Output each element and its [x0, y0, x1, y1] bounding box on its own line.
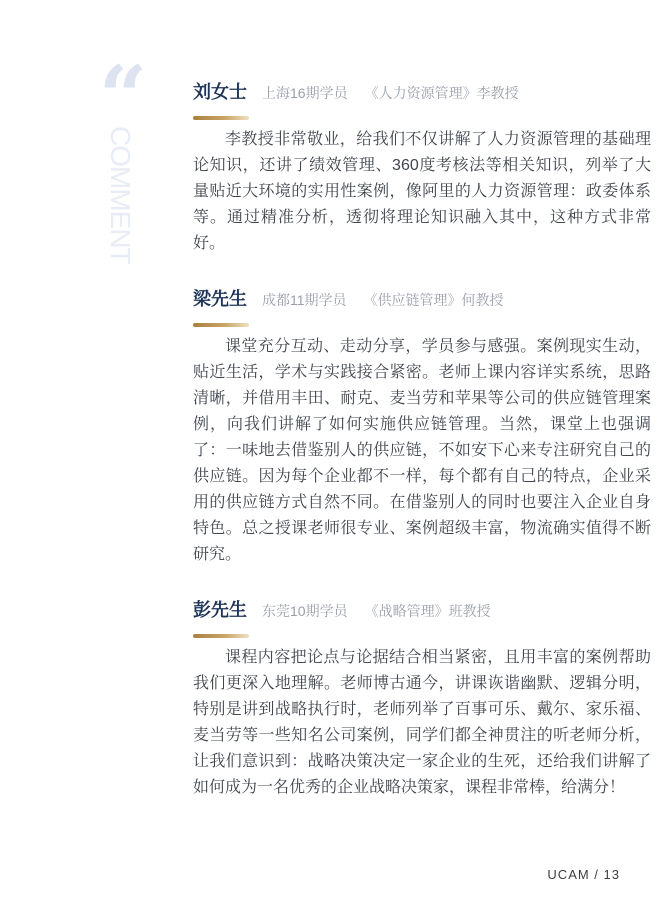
testimonial-liang — [193, 287, 651, 568]
student-cohort: 东莞10期学员 — [262, 603, 348, 619]
testimonials-list — [193, 80, 651, 801]
student-name: 彭先生 — [193, 600, 247, 620]
quote-icon: “ — [98, 47, 142, 146]
course-professor: 《战略管理》班教授 — [364, 603, 491, 619]
student-cohort: 成都11期学员 — [262, 292, 347, 308]
testimonial-header — [193, 287, 651, 312]
testimonial-liu — [193, 80, 651, 257]
testimonial-text: 李教授非常敬业，给我们不仅讲解了人力资源管理的基础理论知识，还讲了绩效管理、360度考核法等相关知识，列举了大量贴近大环境的实用性案例，像阿里的人力资源管理：政委体系等。通过精准分析，透彻将理论知识融入其中，这种方式非常好。 — [193, 131, 651, 252]
course-professor: 《供应链管理》何教授 — [363, 292, 504, 308]
gold-underline — [193, 634, 249, 638]
student-name: 刘女士 — [193, 82, 247, 102]
comment-sidebar — [97, 47, 143, 264]
student-name: 梁先生 — [193, 289, 247, 309]
testimonial-peng — [193, 598, 651, 801]
student-cohort: 上海16期学员 — [262, 85, 348, 101]
comment-watermark-label: COMMENT — [105, 126, 136, 264]
gold-underline — [193, 116, 249, 120]
gold-underline — [193, 323, 249, 327]
page-footer — [547, 867, 620, 882]
testimonial-text: 课堂充分互动、走动分享，学员参与感强。案例现实生动，贴近生活，学术与实践接合紧密。老师上课内容详实系统，思路清晰，并借用丰田、耐克、麦当劳和苹果等公司的供应链管理案例，向我们讲解了如何实施供应链管理。当然，课堂上也强调了：一味地去借鉴别人的供应链，不如安下心来专注研究自己的供应链。因为每个企业都不一样，每个都有自己的特点，企业采用的供应链方式自然不同。在借鉴别人的同时也要注入企业自身特色。总之授课老师很专业、案例超级丰富，物流确实值得不断研究。 — [193, 338, 651, 563]
testimonial-text: 课程内容把论点与论据结合相当紧密，且用丰富的案例帮助我们更深入地理解。老师博古通今，讲课诙谐幽默、逻辑分明，特别是讲到战略执行时，老师列举了百事可乐、戴尔、家乐福、麦当劳等一些知名公司案例，同学们都全神贯注的听老师分析，让我们意识到：战略决策决定一家企业的生死，还给我们讲解了如何成为一名优秀的企业战略决策家，课程非常棒，给满分！ — [193, 649, 651, 796]
testimonial-header — [193, 598, 651, 623]
course-professor: 《人力资源管理》李教授 — [364, 85, 519, 101]
page-number-label: UCAM / 13 — [547, 867, 620, 882]
testimonial-header — [193, 80, 651, 105]
